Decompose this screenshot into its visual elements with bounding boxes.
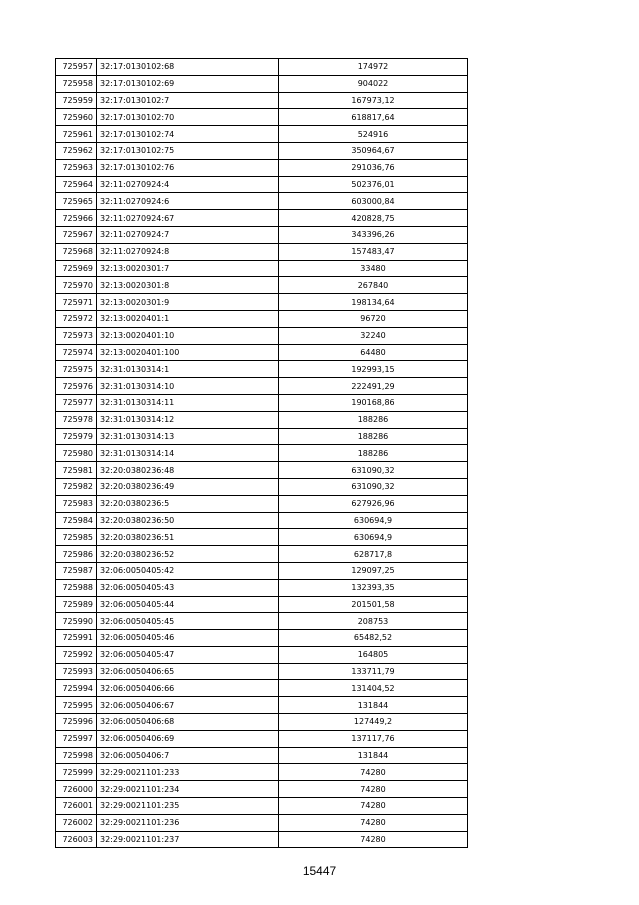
row-id-cell: 725990 — [56, 613, 97, 630]
cadastral-number-cell: 32:17:0130102:70 — [97, 109, 279, 126]
row-id-cell: 725964 — [56, 176, 97, 193]
value-cell: 291036,76 — [279, 159, 468, 176]
row-id-cell: 725958 — [56, 75, 97, 92]
row-id-cell: 726003 — [56, 831, 97, 848]
row-id-cell: 725979 — [56, 428, 97, 445]
table-row — [56, 478, 468, 495]
cadastral-number-cell: 32:11:0270924:6 — [97, 193, 279, 210]
value-cell: 96720 — [279, 310, 468, 327]
row-id-cell: 725965 — [56, 193, 97, 210]
row-id-cell: 725984 — [56, 512, 97, 529]
cadastral-number-cell: 32:29:0021101:236 — [97, 814, 279, 831]
table-row — [56, 260, 468, 277]
value-cell: 198134,64 — [279, 294, 468, 311]
table-row — [56, 310, 468, 327]
cadastral-number-cell: 32:17:0130102:75 — [97, 142, 279, 159]
value-cell: 208753 — [279, 613, 468, 630]
cadastral-number-cell: 32:20:0380236:51 — [97, 529, 279, 546]
table-row — [56, 697, 468, 714]
value-cell: 33480 — [279, 260, 468, 277]
cadastral-number-cell: 32:13:0020301:9 — [97, 294, 279, 311]
table-row — [56, 193, 468, 210]
row-id-cell: 725974 — [56, 344, 97, 361]
value-cell: 32240 — [279, 327, 468, 344]
cadastral-number-cell: 32:06:0050406:7 — [97, 747, 279, 764]
table-row — [56, 529, 468, 546]
table-row — [56, 176, 468, 193]
value-cell: 343396,26 — [279, 226, 468, 243]
value-cell: 64480 — [279, 344, 468, 361]
table-row — [56, 378, 468, 395]
table-row — [56, 747, 468, 764]
value-cell: 131844 — [279, 697, 468, 714]
table-row — [56, 512, 468, 529]
value-cell: 630694,9 — [279, 512, 468, 529]
cadastral-number-cell: 32:06:0050405:43 — [97, 579, 279, 596]
value-cell: 618817,64 — [279, 109, 468, 126]
cadastral-number-cell: 32:20:0380236:49 — [97, 478, 279, 495]
cadastral-number-cell: 32:06:0050406:67 — [97, 697, 279, 714]
value-cell: 188286 — [279, 411, 468, 428]
cadastral-number-cell: 32:11:0270924:4 — [97, 176, 279, 193]
table-row — [56, 730, 468, 747]
row-id-cell: 725963 — [56, 159, 97, 176]
row-id-cell: 725994 — [56, 680, 97, 697]
cadastral-number-cell: 32:11:0270924:67 — [97, 210, 279, 227]
table-row — [56, 663, 468, 680]
row-id-cell: 725959 — [56, 92, 97, 109]
value-cell: 74280 — [279, 814, 468, 831]
row-id-cell: 725997 — [56, 730, 97, 747]
table-row — [56, 630, 468, 647]
value-cell: 267840 — [279, 277, 468, 294]
table-row — [56, 831, 468, 848]
value-cell: 131404,52 — [279, 680, 468, 697]
row-id-cell: 725983 — [56, 495, 97, 512]
value-cell: 133711,79 — [279, 663, 468, 680]
table-row — [56, 462, 468, 479]
value-cell: 628717,8 — [279, 546, 468, 563]
row-id-cell: 725995 — [56, 697, 97, 714]
value-cell: 627926,96 — [279, 495, 468, 512]
value-cell: 131844 — [279, 747, 468, 764]
value-cell: 74280 — [279, 764, 468, 781]
table-row — [56, 327, 468, 344]
cadastral-number-cell: 32:17:0130102:69 — [97, 75, 279, 92]
value-cell: 74280 — [279, 831, 468, 848]
row-id-cell: 725960 — [56, 109, 97, 126]
cadastral-number-cell: 32:06:0050406:66 — [97, 680, 279, 697]
table-row — [56, 59, 468, 76]
value-cell: 132393,35 — [279, 579, 468, 596]
cadastral-number-cell: 32:06:0050406:68 — [97, 714, 279, 731]
row-id-cell: 725985 — [56, 529, 97, 546]
page-number: 15447 — [302, 864, 337, 878]
row-id-cell: 725981 — [56, 462, 97, 479]
cadastral-number-cell: 32:06:0050405:42 — [97, 562, 279, 579]
cadastral-number-cell: 32:17:0130102:7 — [97, 92, 279, 109]
cadastral-number-cell: 32:17:0130102:76 — [97, 159, 279, 176]
table-row — [56, 294, 468, 311]
value-cell: 127449,2 — [279, 714, 468, 731]
table-row — [56, 814, 468, 831]
value-cell: 157483,47 — [279, 243, 468, 260]
row-id-cell: 725986 — [56, 546, 97, 563]
cadastral-number-cell: 32:13:0020301:7 — [97, 260, 279, 277]
value-cell: 190168,86 — [279, 394, 468, 411]
cadastral-number-cell: 32:06:0050405:45 — [97, 613, 279, 630]
table-row — [56, 92, 468, 109]
value-cell: 524916 — [279, 126, 468, 143]
row-id-cell: 726002 — [56, 814, 97, 831]
row-id-cell: 725957 — [56, 59, 97, 76]
row-id-cell: 725962 — [56, 142, 97, 159]
cadastral-number-cell: 32:06:0050406:69 — [97, 730, 279, 747]
cadastral-number-cell: 32:29:0021101:234 — [97, 781, 279, 798]
row-id-cell: 725976 — [56, 378, 97, 395]
value-cell: 188286 — [279, 428, 468, 445]
row-id-cell: 725989 — [56, 596, 97, 613]
cadastral-number-cell: 32:13:0020401:100 — [97, 344, 279, 361]
row-id-cell: 725973 — [56, 327, 97, 344]
value-cell: 188286 — [279, 445, 468, 462]
value-cell: 65482,52 — [279, 630, 468, 647]
table-row — [56, 546, 468, 563]
row-id-cell: 725969 — [56, 260, 97, 277]
value-cell: 603000,84 — [279, 193, 468, 210]
value-cell: 222491,29 — [279, 378, 468, 395]
table-row — [56, 126, 468, 143]
row-id-cell: 725987 — [56, 562, 97, 579]
table-row — [56, 109, 468, 126]
row-id-cell: 725971 — [56, 294, 97, 311]
cadastral-number-cell: 32:20:0380236:5 — [97, 495, 279, 512]
table-row — [56, 781, 468, 798]
table-row — [56, 411, 468, 428]
value-cell: 630694,9 — [279, 529, 468, 546]
row-id-cell: 725970 — [56, 277, 97, 294]
table-row — [56, 75, 468, 92]
value-cell: 631090,32 — [279, 462, 468, 479]
row-id-cell: 725961 — [56, 126, 97, 143]
cadastral-number-cell: 32:13:0020301:8 — [97, 277, 279, 294]
data-table — [55, 58, 468, 848]
value-cell: 631090,32 — [279, 478, 468, 495]
value-cell: 420828,75 — [279, 210, 468, 227]
row-id-cell: 725988 — [56, 579, 97, 596]
cadastral-number-cell: 32:31:0130314:1 — [97, 361, 279, 378]
value-cell: 129097,25 — [279, 562, 468, 579]
row-id-cell: 725967 — [56, 226, 97, 243]
table-row — [56, 798, 468, 815]
table-row — [56, 361, 468, 378]
row-id-cell: 725968 — [56, 243, 97, 260]
table-row — [56, 428, 468, 445]
value-cell: 74280 — [279, 798, 468, 815]
table-row — [56, 159, 468, 176]
cadastral-number-cell: 32:06:0050405:44 — [97, 596, 279, 613]
cadastral-number-cell: 32:20:0380236:50 — [97, 512, 279, 529]
cadastral-number-cell: 32:31:0130314:10 — [97, 378, 279, 395]
value-cell: 74280 — [279, 781, 468, 798]
table-row — [56, 579, 468, 596]
table-row — [56, 613, 468, 630]
cadastral-number-cell: 32:20:0380236:48 — [97, 462, 279, 479]
cadastral-number-cell: 32:31:0130314:14 — [97, 445, 279, 462]
table-row — [56, 495, 468, 512]
table-row — [56, 210, 468, 227]
cadastral-number-cell: 32:31:0130314:12 — [97, 411, 279, 428]
cadastral-number-cell: 32:13:0020401:1 — [97, 310, 279, 327]
value-cell: 350964,67 — [279, 142, 468, 159]
table-row — [56, 646, 468, 663]
table-row — [56, 277, 468, 294]
cadastral-number-cell: 32:31:0130314:11 — [97, 394, 279, 411]
table-row — [56, 344, 468, 361]
value-cell: 164805 — [279, 646, 468, 663]
cadastral-number-cell: 32:06:0050405:47 — [97, 646, 279, 663]
cadastral-number-cell: 32:17:0130102:68 — [97, 59, 279, 76]
cadastral-number-cell: 32:29:0021101:237 — [97, 831, 279, 848]
cadastral-number-cell: 32:29:0021101:233 — [97, 764, 279, 781]
table-row — [56, 445, 468, 462]
cadastral-number-cell: 32:13:0020401:10 — [97, 327, 279, 344]
cadastral-number-cell: 32:06:0050406:65 — [97, 663, 279, 680]
row-id-cell: 726000 — [56, 781, 97, 798]
row-id-cell: 725991 — [56, 630, 97, 647]
cadastral-number-cell: 32:31:0130314:13 — [97, 428, 279, 445]
table-row — [56, 243, 468, 260]
table-row — [56, 142, 468, 159]
table-row — [56, 764, 468, 781]
table-row — [56, 562, 468, 579]
cadastral-number-cell: 32:06:0050405:46 — [97, 630, 279, 647]
cadastral-number-cell: 32:20:0380236:52 — [97, 546, 279, 563]
row-id-cell: 725972 — [56, 310, 97, 327]
row-id-cell: 725966 — [56, 210, 97, 227]
table-row — [56, 596, 468, 613]
value-cell: 174972 — [279, 59, 468, 76]
value-cell: 502376,01 — [279, 176, 468, 193]
row-id-cell: 725978 — [56, 411, 97, 428]
table-row — [56, 226, 468, 243]
table-row — [56, 714, 468, 731]
row-id-cell: 725996 — [56, 714, 97, 731]
row-id-cell: 725977 — [56, 394, 97, 411]
table-body — [56, 59, 468, 848]
value-cell: 167973,12 — [279, 92, 468, 109]
cadastral-number-cell: 32:11:0270924:8 — [97, 243, 279, 260]
row-id-cell: 725993 — [56, 663, 97, 680]
table-row — [56, 680, 468, 697]
cadastral-number-cell: 32:29:0021101:235 — [97, 798, 279, 815]
value-cell: 192993,15 — [279, 361, 468, 378]
value-cell: 201501,58 — [279, 596, 468, 613]
row-id-cell: 725975 — [56, 361, 97, 378]
cadastral-number-cell: 32:11:0270924:7 — [97, 226, 279, 243]
row-id-cell: 726001 — [56, 798, 97, 815]
row-id-cell: 725980 — [56, 445, 97, 462]
cadastral-number-cell: 32:17:0130102:74 — [97, 126, 279, 143]
row-id-cell: 725999 — [56, 764, 97, 781]
table-row — [56, 394, 468, 411]
row-id-cell: 725998 — [56, 747, 97, 764]
row-id-cell: 725982 — [56, 478, 97, 495]
row-id-cell: 725992 — [56, 646, 97, 663]
value-cell: 137117,76 — [279, 730, 468, 747]
value-cell: 904022 — [279, 75, 468, 92]
